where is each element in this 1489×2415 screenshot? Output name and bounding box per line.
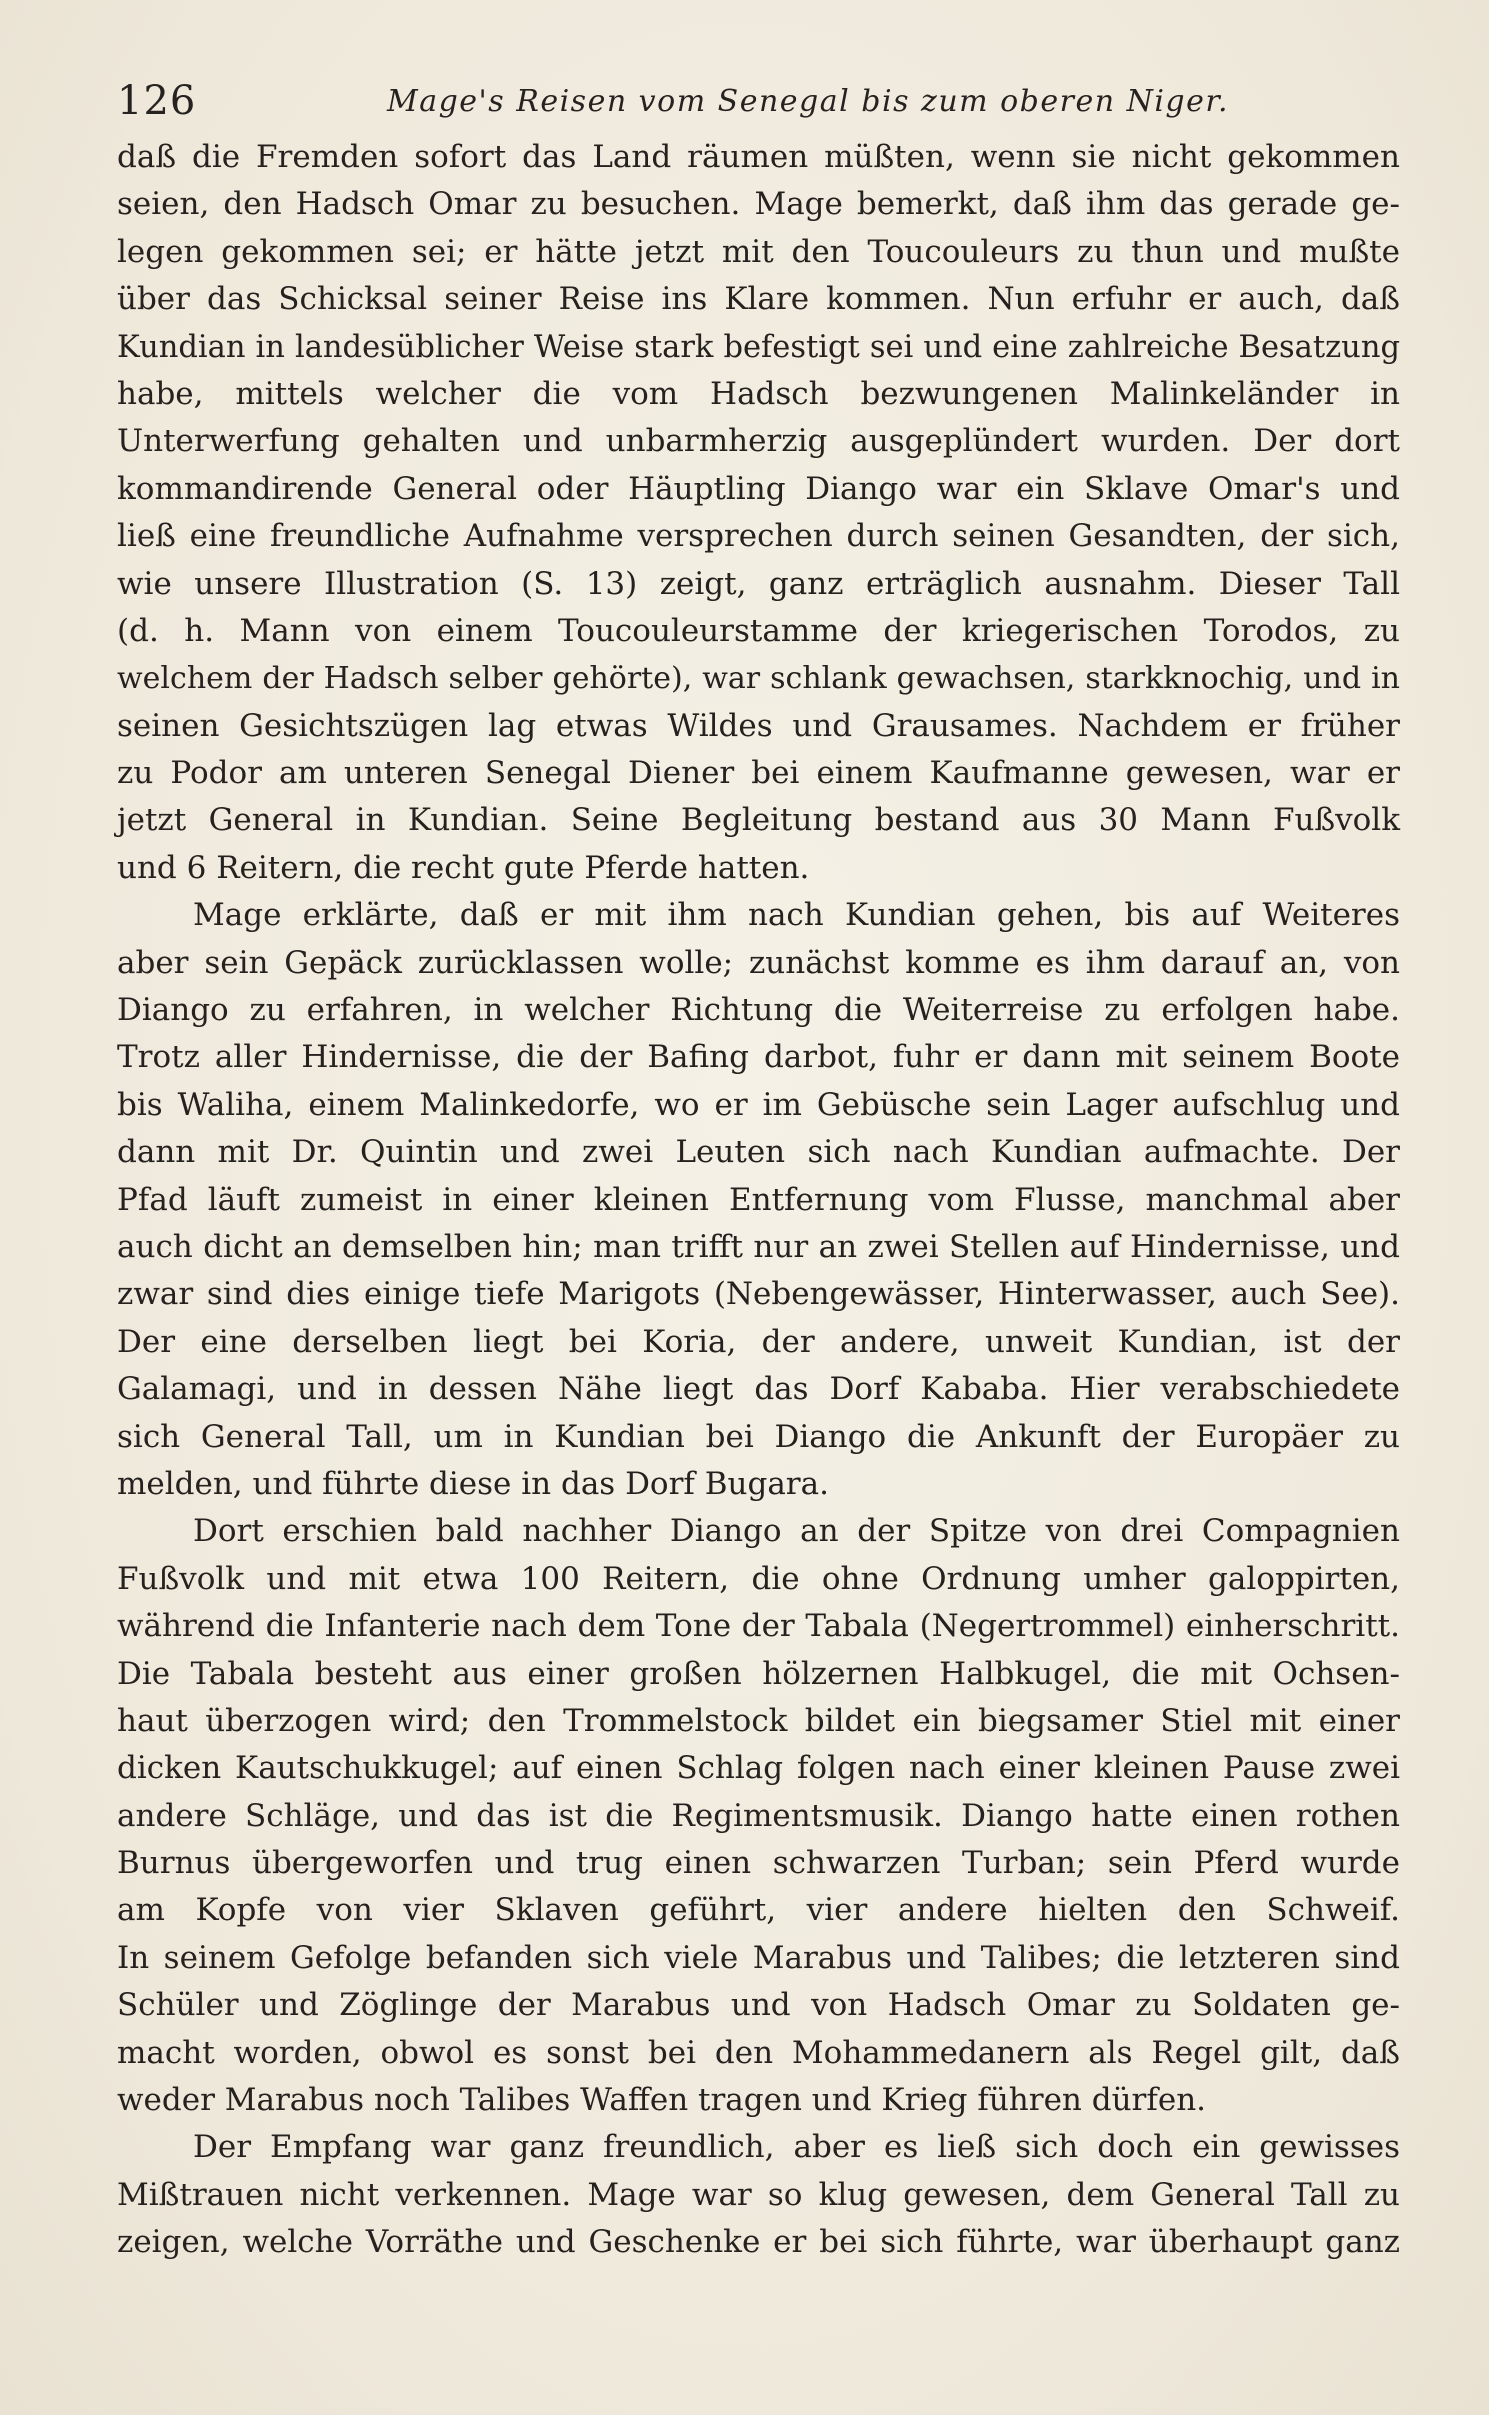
text-line: zeigen, welche Vorräthe und Geschenke er bei sich führte, war überhaupt ganz <box>117 2224 1400 2261</box>
text-line: In seinem Gefolge befanden sich viele Marabus und Talibes; die letzteren sind <box>117 1939 1400 1976</box>
text-line: welchem der Hadsch selber gehörte), war schlank gewachsen, starkknochig, und in <box>117 661 1400 697</box>
text-line: seien, den Hadsch Omar zu besuchen. Mage bemerkt, daß ihm das gerade ge- <box>117 186 1400 223</box>
text-line: Fußvolk und mit etwa 100 Reitern, die ohne Ordnung umher galoppirten, <box>117 1560 1400 1597</box>
text-line: Schüler und Zöglinge der Marabus und von Hadsch Omar zu Soldaten ge- <box>117 1987 1400 2024</box>
text-line: auch dicht an demselben hin; man trifft nur an zwei Stellen auf Hindernisse, und <box>117 1228 1400 1265</box>
text-line: macht worden, obwol es sonst bei den Mohammedanern als Regel gilt, daß <box>117 2034 1400 2071</box>
text-line: seinen Gesichtszügen lag etwas Wildes und Grausames. Nachdem er früher <box>117 707 1400 744</box>
text-line: kommandirende General oder Häuptling Diango war ein Sklave Omar's und <box>117 470 1400 507</box>
text-line: während die Infanterie nach dem Tone der Tabala (Negertrommel) einherschritt. <box>117 1608 1400 1645</box>
text-line: Burnus übergeworfen und trug einen schwarzen Turban; sein Pferd wurde <box>117 1845 1400 1882</box>
text-line: dann mit Dr. Quintin und zwei Leuten sich nach Kundian aufmachte. Der <box>117 1134 1400 1171</box>
text-line: dicken Kautschukkugel; auf einen Schlag folgen nach einer kleinen Pause zwei <box>117 1750 1400 1787</box>
text-line: am Kopfe von vier Sklaven geführt, vier andere hielten den Schweif. <box>117 1892 1400 1929</box>
text-line: zu Podor am unteren Senegal Diener bei einem Kaufmanne gewesen, war er <box>117 755 1400 792</box>
text-line: Mißtrauen nicht verkennen. Mage war so klug gewesen, dem General Tall zu <box>117 2176 1400 2213</box>
text-line: wie unsere Illustration (S. 13) zeigt, ganz erträglich ausnahm. Dieser Tall <box>117 565 1400 602</box>
text-line: Pfad läuft zumeist in einer kleinen Entfernung vom Flusse, manchmal aber <box>117 1181 1400 1218</box>
text-line: haut überzogen wird; den Trommelstock bildet ein biegsamer Stiel mit einer <box>117 1702 1400 1739</box>
text-line: Galamagi, und in dessen Nähe liegt das Dorf Kababa. Hier verabschiedete <box>117 1371 1400 1408</box>
text-line: jetzt General in Kundian. Seine Begleitung bestand aus 30 Mann Fußvolk <box>117 802 1400 839</box>
text-line: (d. h. Mann von einem Toucouleurstamme der kriegerischen Torodos, zu <box>117 612 1400 649</box>
text-line: und 6 Reitern, die recht gute Pferde hatten. <box>117 849 810 886</box>
page-header <box>117 72 1372 132</box>
text-line: sich General Tall, um in Kundian bei Diango die Ankunft der Europäer zu <box>117 1418 1400 1455</box>
text-line: legen gekommen sei; er hätte jetzt mit den Toucouleurs zu thun und mußte <box>117 233 1400 270</box>
text-line: Mage erklärte, daß er mit ihm nach Kundian gehen, bis auf Weiteres <box>193 897 1400 934</box>
page-number: 126 <box>117 78 197 124</box>
text-line: Dort erschien bald nachher Diango an der Spitze von drei Compagnien <box>193 1513 1400 1550</box>
body-text <box>117 134 1400 2267</box>
text-line: weder Marabus noch Talibes Waffen tragen und Krieg führen dürfen. <box>117 2082 1207 2119</box>
text-line: aber sein Gepäck zurücklassen wolle; zunächst komme es ihm darauf an, von <box>117 944 1400 981</box>
text-line: Die Tabala besteht aus einer großen hölzernen Halbkugel, die mit Ochsen- <box>117 1655 1400 1692</box>
running-title: Mage's Reisen vom Senegal bis zum oberen Niger. <box>387 84 1229 119</box>
text-line: Der Empfang war ganz freundlich, aber es ließ sich doch ein gewisses <box>193 2129 1400 2166</box>
text-line: Diango zu erfahren, in welcher Richtung die Weiterreise zu erfolgen habe. <box>117 992 1400 1029</box>
text-line: habe, mittels welcher die vom Hadsch bezwungenen Malinkeländer in <box>117 375 1400 412</box>
text-line: Der eine derselben liegt bei Koria, der andere, unweit Kundian, ist der <box>117 1323 1400 1360</box>
text-line: Trotz aller Hindernisse, die der Bafing darbot, fuhr er dann mit seinem Boote <box>117 1039 1400 1076</box>
text-line: melden, und führte diese in das Dorf Bugara. <box>117 1465 829 1502</box>
text-line: Kundian in landesüblicher Weise stark befestigt sei und eine zahlreiche Besatzung <box>117 329 1400 365</box>
text-line: ließ eine freundliche Aufnahme versprechen durch seinen Gesandten, der sich, <box>117 518 1400 555</box>
text-line: daß die Fremden sofort das Land räumen müßten, wenn sie nicht gekommen <box>117 139 1400 175</box>
text-line: andere Schläge, und das ist die Regimentsmusik. Diango hatte einen rothen <box>117 1797 1400 1834</box>
text-line: zwar sind dies einige tiefe Marigots (Nebengewässer, Hinterwasser, auch See). <box>117 1276 1400 1313</box>
text-line: Unterwerfung gehalten und unbarmherzig ausgeplündert wurden. Der dort <box>117 423 1400 460</box>
text-line: bis Waliha, einem Malinkedorfe, wo er im Gebüsche sein Lager aufschlug und <box>117 1086 1400 1123</box>
text-line: über das Schicksal seiner Reise ins Klare kommen. Nun erfuhr er auch, daß <box>117 281 1400 318</box>
